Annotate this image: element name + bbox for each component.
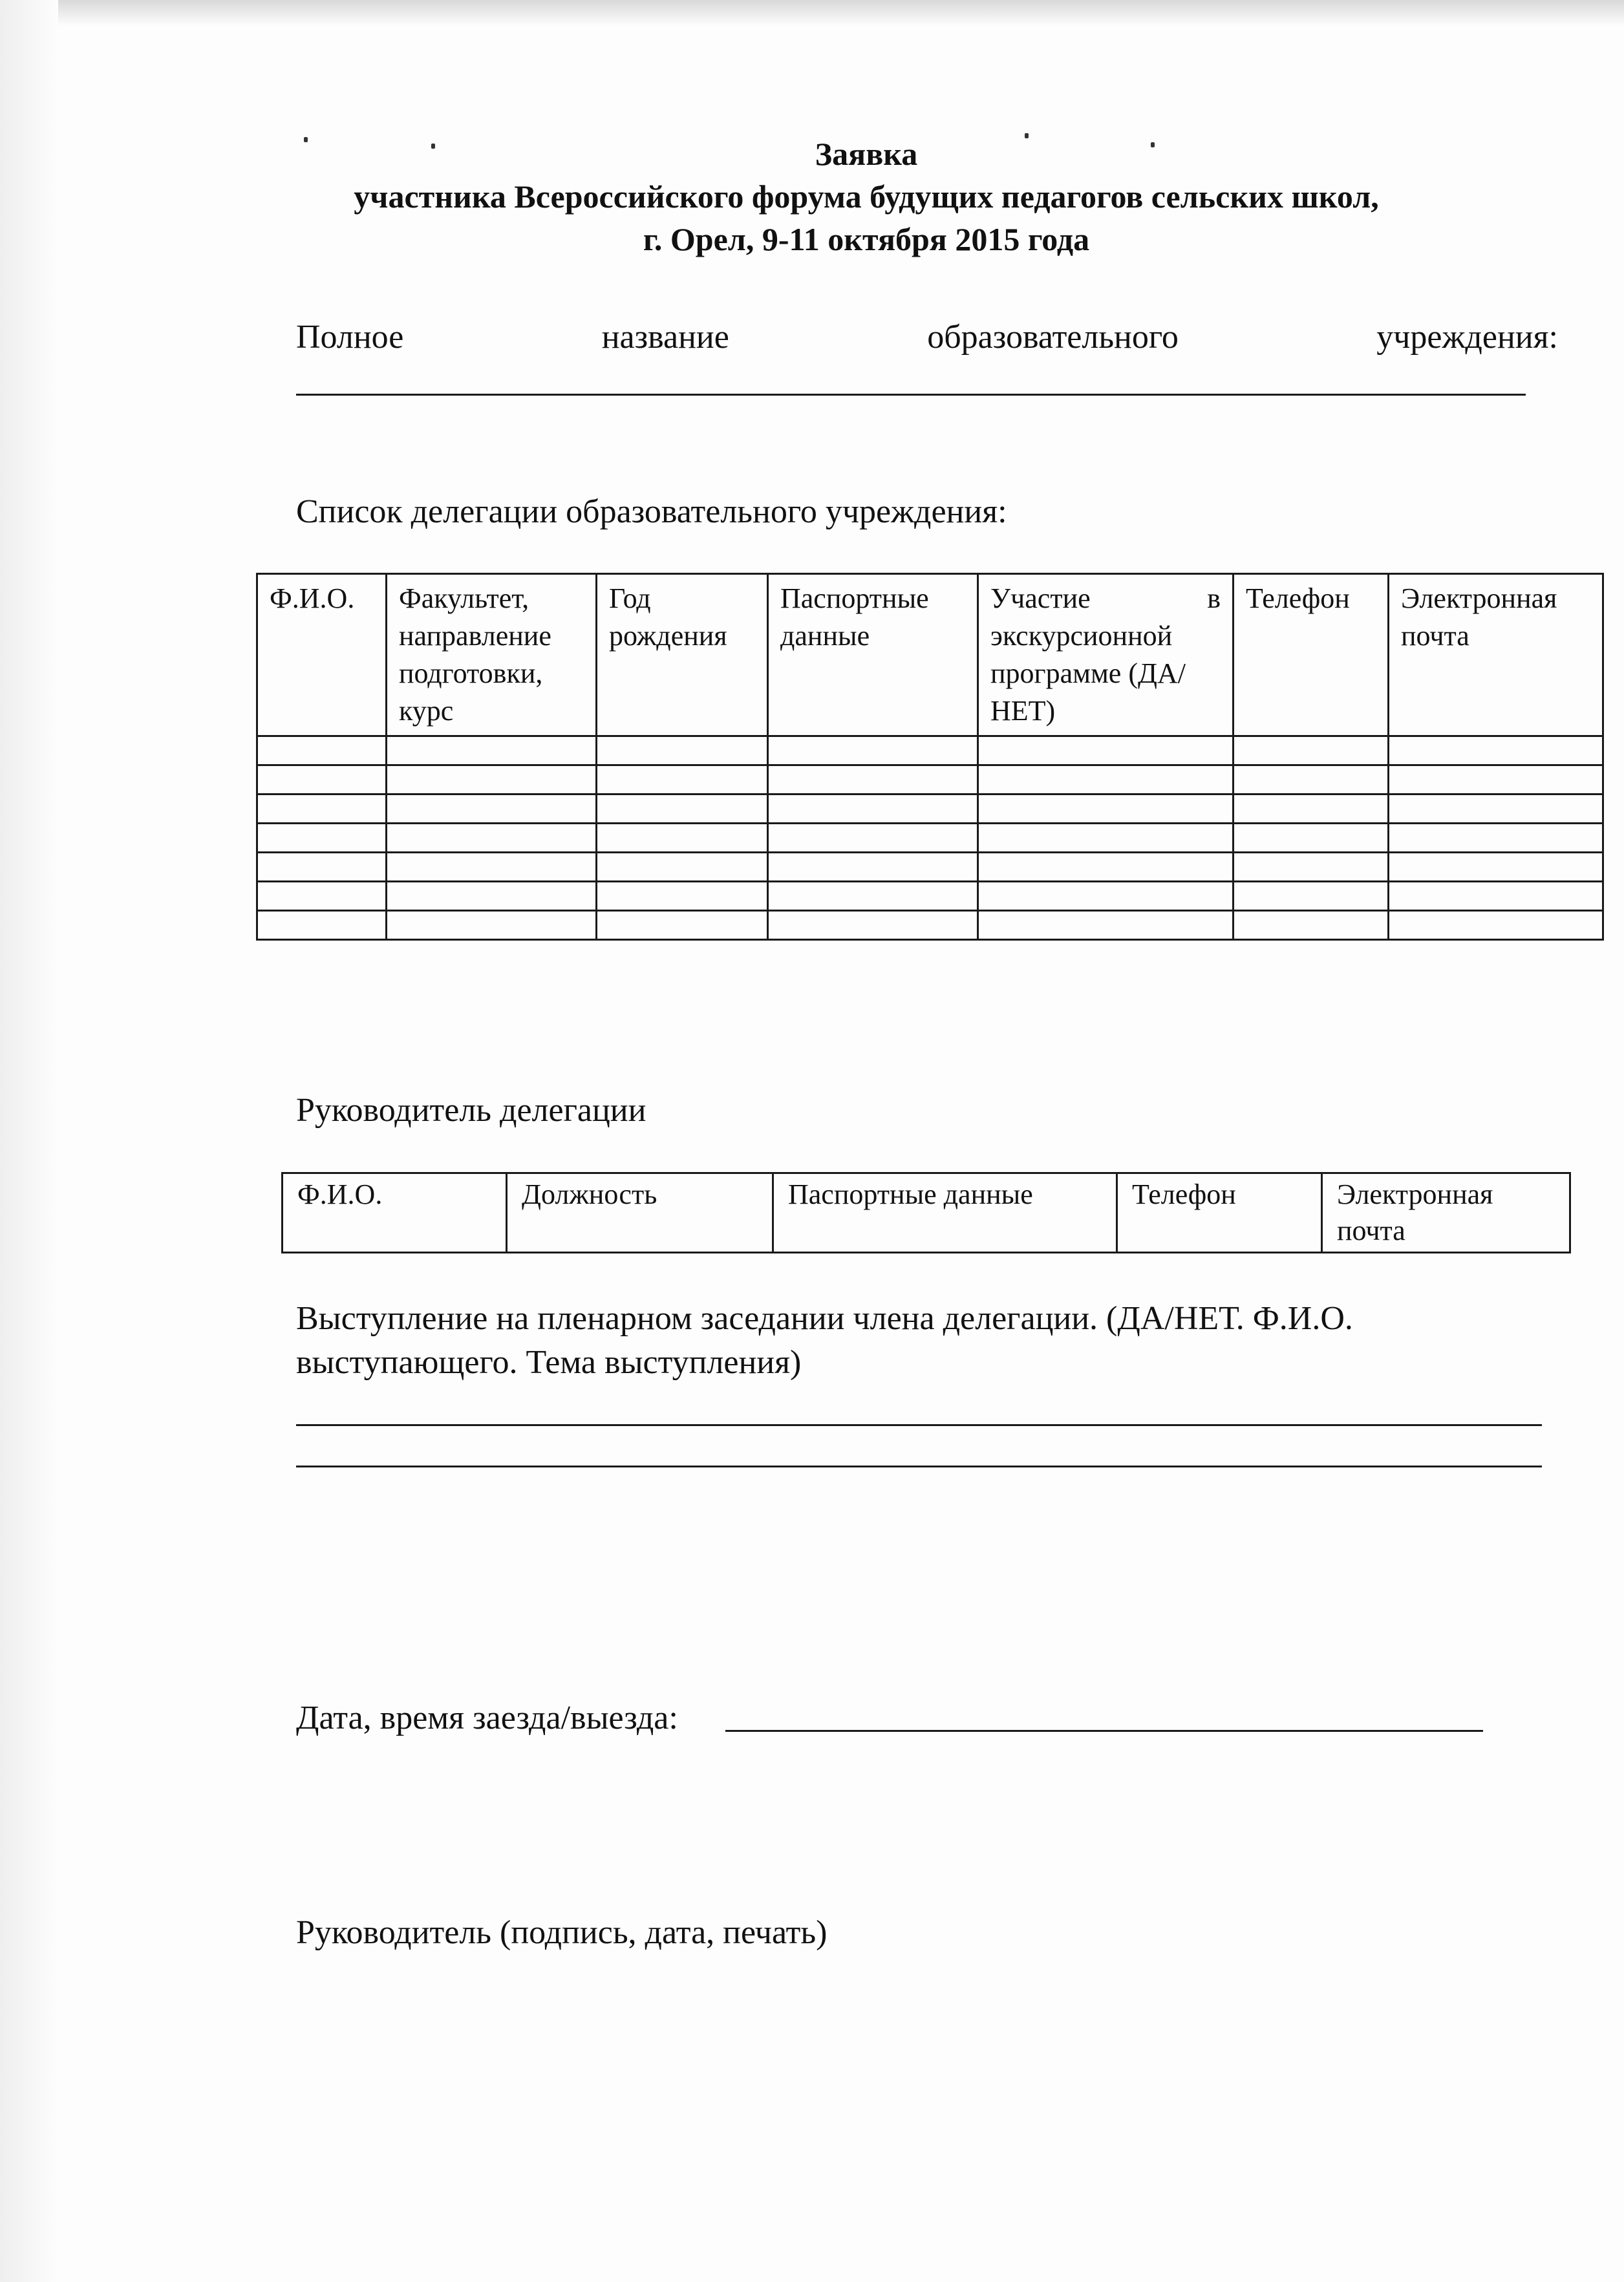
column-header-passport: Паспортные данные (768, 574, 978, 736)
table-row (257, 736, 1603, 765)
table-cell[interactable] (1389, 765, 1603, 794)
table-cell[interactable] (978, 736, 1234, 765)
table-cell[interactable] (768, 736, 978, 765)
column-header-fio: Ф.И.О. (257, 574, 387, 736)
table-cell[interactable] (597, 736, 768, 765)
table-row (257, 824, 1603, 853)
table-cell[interactable] (597, 911, 768, 940)
scan-edge-top (58, 0, 1624, 26)
table-cell[interactable] (978, 853, 1234, 882)
leader-column-fio[interactable]: Ф.И.О. (283, 1173, 507, 1253)
excursion-header-word: в (1207, 582, 1221, 614)
delegation-list-label: Список делегации образовательного учреждения: (296, 493, 1007, 530)
table-cell[interactable] (978, 824, 1234, 853)
table-cell[interactable] (1234, 853, 1389, 882)
institution-name-field[interactable] (296, 394, 1526, 396)
document-title: Заявка (815, 136, 918, 172)
excursion-header-rest: экскурсионной программе (ДА/НЕТ) (990, 620, 1186, 727)
table-cell[interactable] (257, 911, 387, 940)
table-cell[interactable] (597, 824, 768, 853)
speech-field-line-2[interactable] (296, 1466, 1542, 1467)
table-row (257, 853, 1603, 882)
institution-label-word: образовательного (927, 319, 1179, 356)
table-cell[interactable] (597, 882, 768, 911)
table-cell[interactable] (1234, 736, 1389, 765)
leader-label: Руководитель делегации (296, 1092, 646, 1129)
table-cell[interactable] (387, 794, 597, 824)
table-cell[interactable] (257, 882, 387, 911)
table-cell[interactable] (978, 794, 1234, 824)
speech-label-line-1: Выступление на пленарном заседании члена делегации. (ДА/НЕТ. Ф.И.О. (296, 1300, 1353, 1337)
leader-column-email[interactable]: Электронная почта (1322, 1173, 1570, 1253)
table-cell[interactable] (1234, 824, 1389, 853)
table-cell[interactable] (1389, 794, 1603, 824)
table-row (257, 794, 1603, 824)
table-cell[interactable] (1389, 824, 1603, 853)
leader-column-phone[interactable]: Телефон (1117, 1173, 1322, 1253)
table-cell[interactable] (387, 765, 597, 794)
table-cell[interactable] (1389, 911, 1603, 940)
table-cell[interactable] (387, 853, 597, 882)
table-cell[interactable] (257, 736, 387, 765)
leader-table (281, 1172, 1571, 1253)
leader-column-position[interactable]: Должность (507, 1173, 773, 1253)
delegation-table (256, 573, 1604, 941)
column-header-phone: Телефон (1234, 574, 1389, 736)
column-header-faculty: Факультет, направление подготовки, курс (387, 574, 597, 736)
table-cell[interactable] (1389, 882, 1603, 911)
table-cell[interactable] (387, 882, 597, 911)
column-header-birth-year: Год рождения (597, 574, 768, 736)
table-cell[interactable] (257, 824, 387, 853)
table-cell[interactable] (1234, 882, 1389, 911)
arrival-field[interactable] (725, 1730, 1483, 1732)
institution-label-word: учреждения: (1376, 319, 1558, 356)
table-cell[interactable] (1389, 736, 1603, 765)
column-header-excursion (978, 574, 1234, 736)
table-cell[interactable] (768, 911, 978, 940)
table-cell[interactable] (1234, 794, 1389, 824)
table-cell[interactable] (768, 824, 978, 853)
table-cell[interactable] (768, 882, 978, 911)
table-cell[interactable] (978, 765, 1234, 794)
table-cell[interactable] (257, 765, 387, 794)
table-cell[interactable] (597, 765, 768, 794)
table-cell[interactable] (597, 794, 768, 824)
institution-label-word: Полное (296, 319, 404, 356)
document-title-block (194, 133, 1539, 261)
table-row (257, 882, 1603, 911)
table-cell[interactable] (1234, 911, 1389, 940)
institution-label-word: название (601, 319, 729, 356)
column-header-email: Электронная почта (1389, 574, 1603, 736)
leader-column-passport[interactable]: Паспортные данные (773, 1173, 1117, 1253)
table-cell[interactable] (768, 765, 978, 794)
institution-name-label (296, 315, 1558, 359)
table-cell[interactable] (768, 853, 978, 882)
table-cell[interactable] (597, 853, 768, 882)
table-cell[interactable] (387, 824, 597, 853)
table-cell[interactable] (978, 882, 1234, 911)
table-cell[interactable] (257, 794, 387, 824)
signature-label: Руководитель (подпись, дата, печать) (296, 1914, 828, 1951)
excursion-header-word: Участие (990, 582, 1091, 614)
table-cell[interactable] (387, 911, 597, 940)
delegation-table-header-row (257, 574, 1603, 736)
scan-edge-left (0, 0, 58, 2282)
document-subtitle-line-1: участника Всероссийского форума будущих педагогов сельских школ, (354, 178, 1379, 215)
table-cell[interactable] (978, 911, 1234, 940)
speech-label-line-2: выступающего. Тема выступления) (296, 1344, 802, 1381)
table-cell[interactable] (1234, 765, 1389, 794)
speech-field-line-1[interactable] (296, 1424, 1542, 1426)
leader-table-row (283, 1173, 1570, 1253)
table-cell[interactable] (1389, 853, 1603, 882)
table-row (257, 911, 1603, 940)
table-cell[interactable] (387, 736, 597, 765)
document-subtitle-line-2: г. Орел, 9-11 октября 2015 года (643, 221, 1090, 257)
table-row (257, 765, 1603, 794)
table-cell[interactable] (257, 853, 387, 882)
table-cell[interactable] (768, 794, 978, 824)
arrival-label: Дата, время заезда/выезда: (296, 1700, 678, 1736)
